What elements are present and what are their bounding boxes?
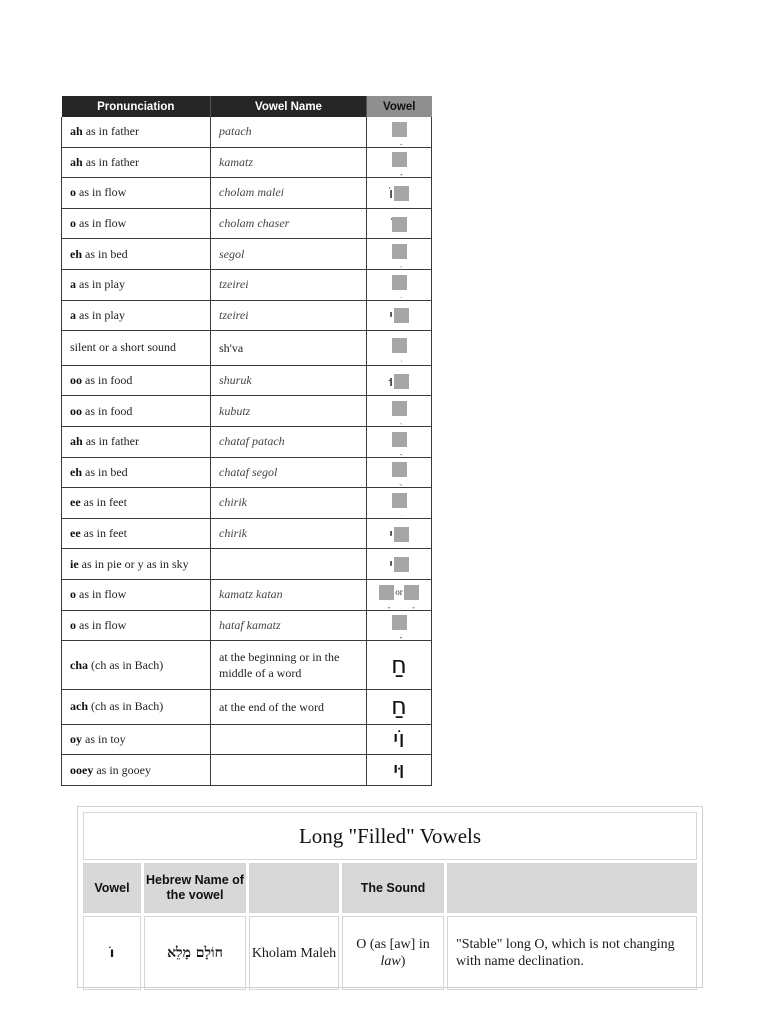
- sound-example-word: law: [380, 954, 401, 969]
- consonant-placeholder-box: [394, 186, 409, 201]
- vowel-mark: [392, 479, 407, 486]
- vowel-symbol-cell: [367, 396, 432, 427]
- vowel-name-cell: chirik: [211, 488, 367, 519]
- consonant-placeholder-box: [392, 152, 407, 167]
- consonant-placeholder-box: [392, 122, 407, 137]
- header-pronunciation: Pronunciation: [62, 96, 211, 117]
- consonant-placeholder-box: [392, 432, 407, 447]
- pronunciation-sound: a: [70, 307, 76, 322]
- pronunciation-cell: [62, 365, 211, 396]
- vowel-name-cell: tzeirei: [211, 269, 367, 300]
- vowel-name-cell: kamatz katan: [211, 579, 367, 610]
- vowel-symbol-cell: [367, 178, 432, 209]
- vowel-name-cell: cholam chaser: [211, 208, 367, 239]
- consonant-placeholder-box: [392, 493, 407, 508]
- pronunciation-cell: [62, 724, 211, 755]
- vowel-chart: [61, 96, 432, 786]
- vowel-row: [62, 579, 432, 610]
- pronunciation-example: as in flow: [76, 216, 127, 231]
- vowel-symbol-cell: [367, 117, 432, 147]
- consonant-placeholder-box: [394, 557, 409, 572]
- vowel-symbol-cell: [367, 300, 432, 331]
- vowel-row: [62, 147, 432, 178]
- hebrew-letter: וּ: [388, 371, 394, 390]
- vowel-symbol-cell: [367, 269, 432, 300]
- vowel-symbol-cell: [367, 690, 432, 725]
- pronunciation-cell: [62, 239, 211, 270]
- vowel-symbol-cell: [367, 724, 432, 755]
- consonant-placeholder-box: [394, 374, 409, 389]
- consonant-placeholder-box: [394, 527, 409, 542]
- vowel-symbol-cell: [367, 331, 432, 366]
- vowel-chart-header: [62, 96, 432, 117]
- consonant-placeholder-box: [392, 615, 407, 630]
- vowel-name-cell: [211, 549, 367, 580]
- vowel-mark: [392, 449, 407, 456]
- col-header-hebrew-name: Hebrew Name of the vowel: [144, 863, 246, 913]
- header-vowel: Vowel: [367, 96, 432, 117]
- vowel-row: [62, 690, 432, 725]
- pronunciation-sound: ah: [70, 124, 83, 139]
- pronunciation-example: as in father: [82, 434, 139, 449]
- vowel-mark: [394, 574, 409, 579]
- vowel-name-cell: hataf kamatz: [211, 610, 367, 641]
- pronunciation-cell: [62, 208, 211, 239]
- consonant-placeholder-box: [392, 275, 407, 290]
- vowel-row: [62, 269, 432, 300]
- vowel-mark: [392, 355, 407, 362]
- pronunciation-cell: [62, 610, 211, 641]
- consonant-placeholder-box: [392, 462, 407, 477]
- vowel-symbol-cell: [367, 549, 432, 580]
- long-vowel-sound: [342, 916, 444, 990]
- pronunciation-cell: [62, 331, 211, 366]
- pronunciation-example: as in father: [82, 124, 139, 139]
- consonant-placeholder-box: [394, 308, 409, 323]
- pronunciation-sound: oo: [70, 373, 82, 388]
- sound-suffix: ): [400, 954, 406, 969]
- pronunciation-example: as in bed: [82, 246, 128, 261]
- pronunciation-sound: ach: [70, 699, 88, 714]
- vowel-mark: [404, 602, 419, 609]
- vowel-row: [62, 208, 432, 239]
- vowel-mark: [392, 632, 407, 639]
- pronunciation-example: as in father: [82, 154, 139, 169]
- pronunciation-example: as in gooey: [93, 762, 151, 777]
- pronunciation-cell: [62, 690, 211, 725]
- pronunciation-sound: a: [70, 277, 76, 292]
- vowel-name-cell: [211, 755, 367, 786]
- consonant-placeholder-box: [379, 585, 394, 600]
- long-vowel-note: "Stable" long O, which is not changing with name declination.: [447, 916, 697, 990]
- pronunciation-cell: [62, 147, 211, 178]
- consonant-placeholder-box: [392, 401, 407, 416]
- pronunciation-sound: cha: [70, 657, 88, 672]
- pronunciation-sound: ah: [70, 434, 83, 449]
- vowel-mark: [379, 602, 394, 609]
- pronunciation-cell: [62, 269, 211, 300]
- pronunciation-sound: oo: [70, 403, 82, 418]
- vowel-symbol-cell: [367, 610, 432, 641]
- vowel-symbol-cell: [367, 518, 432, 549]
- vowel-symbol-cell: [367, 488, 432, 519]
- pronunciation-cell: [62, 549, 211, 580]
- vowel-row: [62, 178, 432, 209]
- vowel-row: [62, 426, 432, 457]
- vowel-symbol-cell: [367, 641, 432, 690]
- vowel-mark: [394, 544, 409, 549]
- hebrew-letter: חַ: [391, 692, 407, 721]
- pronunciation-example: as in pie or y as in sky: [78, 556, 189, 571]
- pronunciation-example: as in play: [76, 307, 125, 322]
- pronunciation-sound: eh: [70, 246, 82, 261]
- pronunciation-sound: oy: [70, 731, 82, 746]
- vowel-row: [62, 365, 432, 396]
- pronunciation-cell: [62, 641, 211, 690]
- vowel-symbol-cell: [367, 147, 432, 178]
- vowel-name-cell: patach: [211, 117, 367, 147]
- pronunciation-cell: [62, 396, 211, 427]
- vowel-symbol-cell: [367, 426, 432, 457]
- header-vowel-name: Vowel Name: [211, 96, 367, 117]
- pronunciation-example: as in flow: [76, 185, 127, 200]
- pronunciation-example: (ch as in Bach): [88, 699, 164, 714]
- vowel-row: [62, 641, 432, 690]
- vowel-symbol-cell: [367, 239, 432, 270]
- pronunciation-example: as in flow: [76, 617, 127, 632]
- vowel-name-cell: chataf patach: [211, 426, 367, 457]
- pronunciation-sound: o: [70, 185, 76, 200]
- vowel-row: [62, 610, 432, 641]
- long-vowels-title: Long "Filled" Vowels: [83, 812, 697, 860]
- vowel-name-cell: at the end of the word: [211, 690, 367, 725]
- pronunciation-cell: [62, 755, 211, 786]
- col-header-sound: The Sound: [342, 863, 444, 913]
- consonant-placeholder-box: [404, 585, 419, 600]
- vowel-row: [62, 117, 432, 147]
- hebrew-letter: וֹי: [393, 724, 405, 753]
- pronunciation-example: (ch as in Bach): [88, 657, 164, 672]
- pronunciation-example: as in play: [76, 277, 125, 292]
- or-text: or: [395, 587, 403, 598]
- vowel-row: [62, 300, 432, 331]
- vowel-row: [62, 518, 432, 549]
- pronunciation-cell: [62, 426, 211, 457]
- long-vowels-table: [77, 806, 703, 988]
- vowel-name-cell: [211, 724, 367, 755]
- pronunciation-example: as in food: [82, 373, 133, 388]
- vowel-mark: [394, 325, 409, 330]
- vowel-name-cell: chataf segol: [211, 457, 367, 488]
- col-header-vowel: Vowel: [83, 863, 141, 913]
- pronunciation-sound: ee: [70, 526, 81, 541]
- long-vowel-symbol: וֹ: [83, 916, 141, 990]
- vowel-row: [62, 488, 432, 519]
- pronunciation-sound: o: [70, 617, 76, 632]
- hebrew-letter: י: [389, 524, 393, 543]
- pronunciation-sound: eh: [70, 464, 82, 479]
- pronunciation-cell: [62, 117, 211, 147]
- hebrew-letter: וּי: [393, 755, 405, 784]
- vowel-name-cell: kamatz: [211, 147, 367, 178]
- hebrew-letter: וֹ: [388, 183, 394, 202]
- vowel-name-cell: segol: [211, 239, 367, 270]
- pronunciation-cell: [62, 579, 211, 610]
- pronunciation-sound: ee: [70, 495, 81, 510]
- vowel-name-cell: cholam malei: [211, 178, 367, 209]
- vowel-row: [62, 549, 432, 580]
- pronunciation-example: as in bed: [82, 464, 128, 479]
- vowel-mark: [392, 139, 407, 146]
- vowel-symbol-cell: [367, 208, 432, 239]
- hebrew-letter: י: [389, 555, 393, 574]
- pronunciation-example: as in flow: [76, 587, 127, 602]
- vowel-symbol-cell: [367, 365, 432, 396]
- pronunciation-sound: ooey: [70, 762, 94, 777]
- vowel-name-cell: shuruk: [211, 365, 367, 396]
- vowel-row: [62, 331, 432, 366]
- vowel-row: [62, 239, 432, 270]
- long-vowel-hebrew-name: חוֹלָם מָלֵא: [144, 916, 246, 990]
- pronunciation-sound: ie: [70, 556, 79, 571]
- pronunciation-example: as in feet: [80, 526, 127, 541]
- vowel-mark: [392, 510, 407, 517]
- pronunciation-example: as in food: [82, 403, 133, 418]
- hebrew-letter: י: [389, 306, 393, 325]
- pronunciation-sound: ah: [70, 154, 83, 169]
- pronunciation-example: as in feet: [80, 495, 127, 510]
- sound-prefix: O (as [aw] in: [356, 937, 430, 952]
- vowel-name-cell: kubutz: [211, 396, 367, 427]
- long-vowel-name: Kholam Maleh: [249, 916, 339, 990]
- pronunciation-cell: [62, 457, 211, 488]
- vowel-name-cell: chirik: [211, 518, 367, 549]
- vowel-row: [62, 755, 432, 786]
- vowel-mark: [392, 292, 407, 299]
- pronunciation-cell: [62, 488, 211, 519]
- pronunciation-cell: [62, 178, 211, 209]
- col-header-empty: [249, 863, 339, 913]
- vowel-symbol-cell: [367, 457, 432, 488]
- pronunciation-cell: [62, 300, 211, 331]
- vowel-row: [62, 396, 432, 427]
- consonant-placeholder-box: [392, 217, 407, 232]
- pronunciation-example: as in toy: [82, 731, 126, 746]
- pronunciation-cell: [62, 518, 211, 549]
- hebrew-letter: חַ: [391, 650, 407, 679]
- vowel-mark: [392, 169, 407, 176]
- vowel-mark: [392, 418, 407, 425]
- vowel-name-cell: sh'va: [211, 331, 367, 366]
- pronunciation-sound: o: [70, 587, 76, 602]
- consonant-placeholder-box: [392, 244, 407, 259]
- pronunciation-sound: o: [70, 216, 76, 231]
- vowel-name-cell: tzeirei: [211, 300, 367, 331]
- vowel-mark: [392, 261, 407, 268]
- vowel-symbol-cell: [367, 755, 432, 786]
- vowel-name-cell: at the beginning or in the middle of a word: [211, 641, 367, 690]
- pronunciation-example: silent or a short sound: [70, 340, 176, 355]
- vowel-symbol-cell: [367, 579, 432, 610]
- col-header-notes: [447, 863, 697, 913]
- consonant-placeholder-box: [392, 338, 407, 353]
- vowel-row: [62, 724, 432, 755]
- vowel-row: [62, 457, 432, 488]
